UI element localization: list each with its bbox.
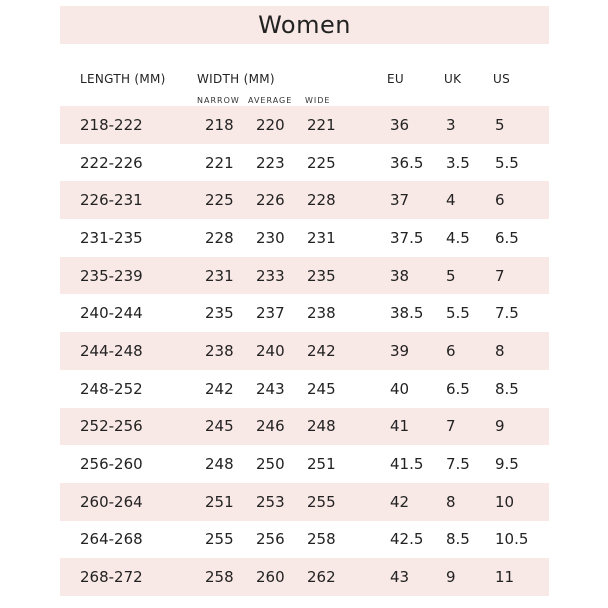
us-cell: 6.5 bbox=[495, 228, 519, 247]
length-cell: 260-264 bbox=[80, 492, 143, 511]
eu-cell: 43 bbox=[390, 568, 410, 587]
size-chart bbox=[60, 6, 549, 596]
average-cell: 250 bbox=[256, 455, 285, 474]
uk-cell: 6 bbox=[446, 341, 456, 360]
uk-cell: 5 bbox=[446, 266, 456, 285]
average-cell: 233 bbox=[256, 266, 285, 285]
us-cell: 9 bbox=[495, 417, 505, 436]
narrow-cell: 245 bbox=[205, 417, 234, 436]
header-eu: EU bbox=[387, 72, 404, 86]
table-row bbox=[60, 181, 549, 219]
eu-cell: 37 bbox=[390, 191, 410, 210]
table-row bbox=[60, 445, 549, 483]
us-cell: 11 bbox=[495, 568, 515, 587]
length-cell: 268-272 bbox=[80, 568, 143, 587]
uk-cell: 7 bbox=[446, 417, 456, 436]
eu-cell: 38.5 bbox=[390, 304, 424, 323]
us-cell: 5 bbox=[495, 115, 505, 134]
us-cell: 10.5 bbox=[495, 530, 529, 549]
wide-cell: 251 bbox=[307, 455, 336, 474]
length-cell: 226-231 bbox=[80, 191, 143, 210]
subheader-average: AVERAGE bbox=[248, 96, 293, 105]
table-row bbox=[60, 219, 549, 257]
narrow-cell: 225 bbox=[205, 191, 234, 210]
uk-cell: 8.5 bbox=[446, 530, 470, 549]
us-cell: 9.5 bbox=[495, 455, 519, 474]
eu-cell: 37.5 bbox=[390, 228, 424, 247]
us-cell: 6 bbox=[495, 191, 505, 210]
narrow-cell: 258 bbox=[205, 568, 234, 587]
eu-cell: 42.5 bbox=[390, 530, 424, 549]
length-cell: 264-268 bbox=[80, 530, 143, 549]
table-row bbox=[60, 370, 549, 408]
eu-cell: 42 bbox=[390, 492, 410, 511]
chart-title: Women bbox=[258, 11, 351, 39]
us-cell: 7 bbox=[495, 266, 505, 285]
length-cell: 252-256 bbox=[80, 417, 143, 436]
wide-cell: 238 bbox=[307, 304, 336, 323]
length-cell: 244-248 bbox=[80, 341, 143, 360]
table-row bbox=[60, 106, 549, 144]
eu-cell: 39 bbox=[390, 341, 410, 360]
average-cell: 240 bbox=[256, 341, 285, 360]
eu-cell: 36 bbox=[390, 115, 410, 134]
subheader-narrow: NARROW bbox=[197, 96, 240, 105]
uk-cell: 5.5 bbox=[446, 304, 470, 323]
wide-cell: 248 bbox=[307, 417, 336, 436]
narrow-cell: 251 bbox=[205, 492, 234, 511]
narrow-cell: 255 bbox=[205, 530, 234, 549]
title-bar bbox=[60, 6, 549, 44]
table-row bbox=[60, 294, 549, 332]
table-row bbox=[60, 483, 549, 521]
length-cell: 256-260 bbox=[80, 455, 143, 474]
wide-cell: 228 bbox=[307, 191, 336, 210]
average-cell: 230 bbox=[256, 228, 285, 247]
eu-cell: 40 bbox=[390, 379, 410, 398]
wide-cell: 231 bbox=[307, 228, 336, 247]
table-row bbox=[60, 332, 549, 370]
eu-cell: 36.5 bbox=[390, 153, 424, 172]
average-cell: 226 bbox=[256, 191, 285, 210]
table-row bbox=[60, 521, 549, 559]
uk-cell: 8 bbox=[446, 492, 456, 511]
length-cell: 231-235 bbox=[80, 228, 143, 247]
us-cell: 8 bbox=[495, 341, 505, 360]
wide-cell: 221 bbox=[307, 115, 336, 134]
length-cell: 240-244 bbox=[80, 304, 143, 323]
wide-cell: 235 bbox=[307, 266, 336, 285]
uk-cell: 4 bbox=[446, 191, 456, 210]
table-row bbox=[60, 257, 549, 295]
narrow-cell: 231 bbox=[205, 266, 234, 285]
us-cell: 8.5 bbox=[495, 379, 519, 398]
uk-cell: 7.5 bbox=[446, 455, 470, 474]
uk-cell: 6.5 bbox=[446, 379, 470, 398]
average-cell: 253 bbox=[256, 492, 285, 511]
average-cell: 256 bbox=[256, 530, 285, 549]
header-uk: UK bbox=[444, 72, 462, 86]
narrow-cell: 235 bbox=[205, 304, 234, 323]
narrow-cell: 242 bbox=[205, 379, 234, 398]
length-cell: 248-252 bbox=[80, 379, 143, 398]
header-us: US bbox=[493, 72, 511, 86]
subheader-wide: WIDE bbox=[305, 96, 331, 105]
uk-cell: 4.5 bbox=[446, 228, 470, 247]
us-cell: 7.5 bbox=[495, 304, 519, 323]
average-cell: 246 bbox=[256, 417, 285, 436]
average-cell: 260 bbox=[256, 568, 285, 587]
header-length: LENGTH (MM) bbox=[80, 72, 166, 86]
length-cell: 235-239 bbox=[80, 266, 143, 285]
average-cell: 223 bbox=[256, 153, 285, 172]
table-row bbox=[60, 408, 549, 446]
us-cell: 5.5 bbox=[495, 153, 519, 172]
table-row bbox=[60, 144, 549, 182]
wide-cell: 225 bbox=[307, 153, 336, 172]
average-cell: 237 bbox=[256, 304, 285, 323]
narrow-cell: 238 bbox=[205, 341, 234, 360]
uk-cell: 3.5 bbox=[446, 153, 470, 172]
narrow-cell: 248 bbox=[205, 455, 234, 474]
table-header bbox=[60, 44, 549, 106]
table-body bbox=[60, 106, 549, 596]
average-cell: 220 bbox=[256, 115, 285, 134]
us-cell: 10 bbox=[495, 492, 515, 511]
uk-cell: 3 bbox=[446, 115, 456, 134]
average-cell: 243 bbox=[256, 379, 285, 398]
wide-cell: 242 bbox=[307, 341, 336, 360]
table-row bbox=[60, 558, 549, 596]
eu-cell: 41.5 bbox=[390, 455, 424, 474]
length-cell: 222-226 bbox=[80, 153, 143, 172]
wide-cell: 258 bbox=[307, 530, 336, 549]
wide-cell: 245 bbox=[307, 379, 336, 398]
eu-cell: 41 bbox=[390, 417, 410, 436]
length-cell: 218-222 bbox=[80, 115, 143, 134]
eu-cell: 38 bbox=[390, 266, 410, 285]
wide-cell: 262 bbox=[307, 568, 336, 587]
wide-cell: 255 bbox=[307, 492, 336, 511]
uk-cell: 9 bbox=[446, 568, 456, 587]
narrow-cell: 218 bbox=[205, 115, 234, 134]
narrow-cell: 228 bbox=[205, 228, 234, 247]
narrow-cell: 221 bbox=[205, 153, 234, 172]
header-width: WIDTH (MM) bbox=[197, 72, 275, 86]
